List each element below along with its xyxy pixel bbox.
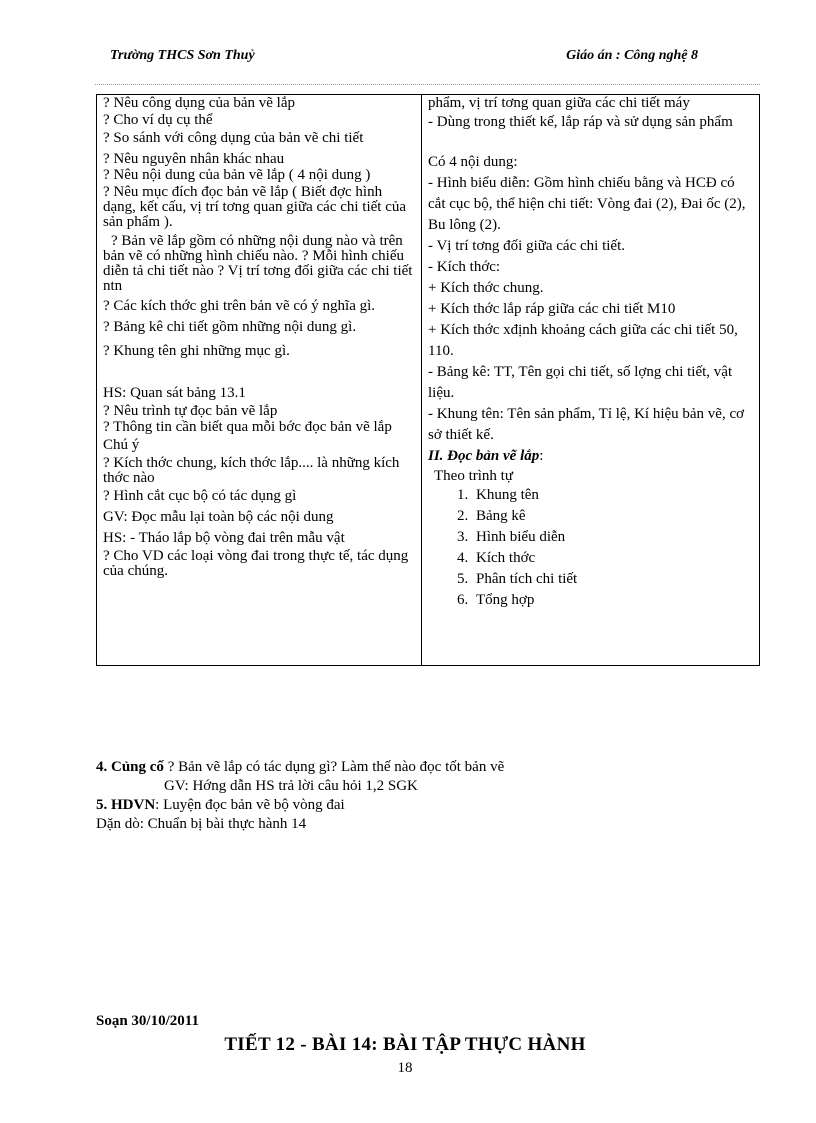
content-line: - Kích thớc: <box>428 259 501 275</box>
question: ? Bảng kê chi tiết gồm những nội dung gì. <box>103 319 357 335</box>
list-item: 4. Kích thớc <box>472 548 754 569</box>
question: ? Kích thớc chung, kích thớc lắp.... là những kích thớc nào <box>103 455 400 486</box>
content-line: - Bảng kê: TT, Tên gọi chi tiết, số lợng chi tiết, vật liệu. <box>428 364 733 401</box>
content-line: - Dùng trong thiết kế, lắp ráp và sử dụng sản phẩm <box>428 114 733 130</box>
teacher-questions-column <box>97 95 422 666</box>
homework-label: 5. HDVN <box>96 797 156 813</box>
section-heading <box>428 446 754 467</box>
prepared-date: Soạn 30/10/2011 <box>96 1013 199 1029</box>
question: ? Nêu mục đích đọc bản vẽ lắp ( Biết đợc hình dạng, kết cấu, vị trí tơng quan giữa các chi tiết của sản phẩm ). <box>103 184 407 230</box>
header-subject: Giáo án : Công nghệ 8 <box>566 48 698 63</box>
question: ? Nêu nguyên nhân khác nhau <box>103 151 285 167</box>
content-line: phẩm, vị trí tơng quan giữa các chi tiết máy <box>428 95 690 111</box>
content-line: + Kích thớc lắp ráp giữa các chi tiết M10 <box>428 301 676 317</box>
reminder-line: Dặn dò: Chuẩn bị bài thực hành 14 <box>96 816 307 832</box>
question: ? Cho VD các loại vòng đai trong thực tế, tác dụng của chúng. <box>103 548 409 579</box>
consolidation-text: ? Bản vẽ lắp có tác dụng gì? Làm thế nào đọc tốt bản vẽ <box>163 759 505 775</box>
content-column <box>422 95 760 666</box>
list-item: 5. Phân tích chi tiết <box>472 569 754 590</box>
lesson-table <box>96 94 760 666</box>
consolidation-label: 4. Củng cố <box>96 759 164 775</box>
content-line: - Hình biểu diễn: Gồm hình chiếu bằng và HCĐ có cắt cục bộ, thể hiện chi tiết: Vòng đai (2), Đai ốc (2), Bu lông (2). <box>428 175 746 233</box>
content-line: + Kích thớc xđịnh khoảng cách giữa các chi tiết 50, 110. <box>428 322 738 359</box>
page-number: 18 <box>397 1060 413 1076</box>
question: ? Nêu nội dung của bản vẽ lắp ( 4 nội dung ) <box>103 167 371 183</box>
content-line: Có 4 nội dung: <box>428 154 518 170</box>
list-item: 6. Tổng hợp <box>472 590 754 611</box>
question: ? Khung tên ghi những mục gì. <box>103 343 290 359</box>
teacher-guidance: GV: Hớng dẫn HS trả lời câu hỏi 1,2 SGK <box>164 778 418 794</box>
homework-line <box>96 796 776 815</box>
student-activity: HS: Quan sát bảng 13.1 <box>103 385 246 401</box>
next-lesson-title: TIẾT 12 - BÀI 14: BÀI TẬP THỰC HÀNH <box>224 1034 586 1055</box>
homework-text: : Luyện đọc bản vẽ bộ vòng đai <box>155 797 345 813</box>
list-item: 2. Bảng kê <box>472 506 754 527</box>
lesson-wrapup <box>96 758 776 834</box>
consolidation-line <box>96 758 776 777</box>
question: ? Nêu trình tự đọc bản vẽ lắp <box>103 403 278 419</box>
question: ? Bản vẽ lắp gồm có những nội dung nào và trên bản vẽ có những hình chiếu nào. ? Mỗi hình chiếu diễn tả chi tiết nào ? Vị trí tơng đối giữa các chi tiết ntn <box>103 233 413 294</box>
teacher-activity: GV: Đọc mẫu lại toàn bộ các nội dung <box>103 509 334 525</box>
page-header <box>110 48 698 70</box>
header-divider <box>95 84 760 86</box>
section-heading-colon: : <box>539 448 544 464</box>
list-item: 3. Hình biểu diễn <box>472 527 754 548</box>
section-heading-text: II. Đọc bản vẽ lắp <box>428 448 540 464</box>
reading-steps-list <box>428 485 754 611</box>
question: ? Thông tin cần biết qua mỗi bớc đọc bản vẽ lắp <box>103 419 392 435</box>
list-item: 1. Khung tên <box>472 485 754 506</box>
question: ? Cho ví dụ cụ thể <box>103 112 213 128</box>
order-label: Theo trình tự <box>434 468 513 484</box>
question: ? Hình cắt cục bộ có tác dụng gì <box>103 488 297 504</box>
content-line: - Khung tên: Tên sản phẩm, Tỉ lệ, Kí hiệu bản vẽ, cơ sở thiết kế. <box>428 406 745 443</box>
student-activity: HS: - Tháo lắp bộ vòng đai trên mẫu vật <box>103 530 345 546</box>
header-school: Trường THCS Sơn Thuỷ <box>110 48 255 63</box>
note: Chú ý <box>103 437 140 453</box>
content-line: + Kích thớc chung. <box>428 280 544 296</box>
question: ? Các kích thớc ghi trên bản vẽ có ý nghĩa gì. <box>103 298 376 314</box>
content-line: - Vị trí tơng đối giữa các chi tiết. <box>428 238 625 254</box>
question: ? So sánh với công dụng của bản vẽ chi tiết <box>103 130 364 146</box>
question: ? Nêu công dụng của bản vẽ lắp <box>103 95 296 111</box>
